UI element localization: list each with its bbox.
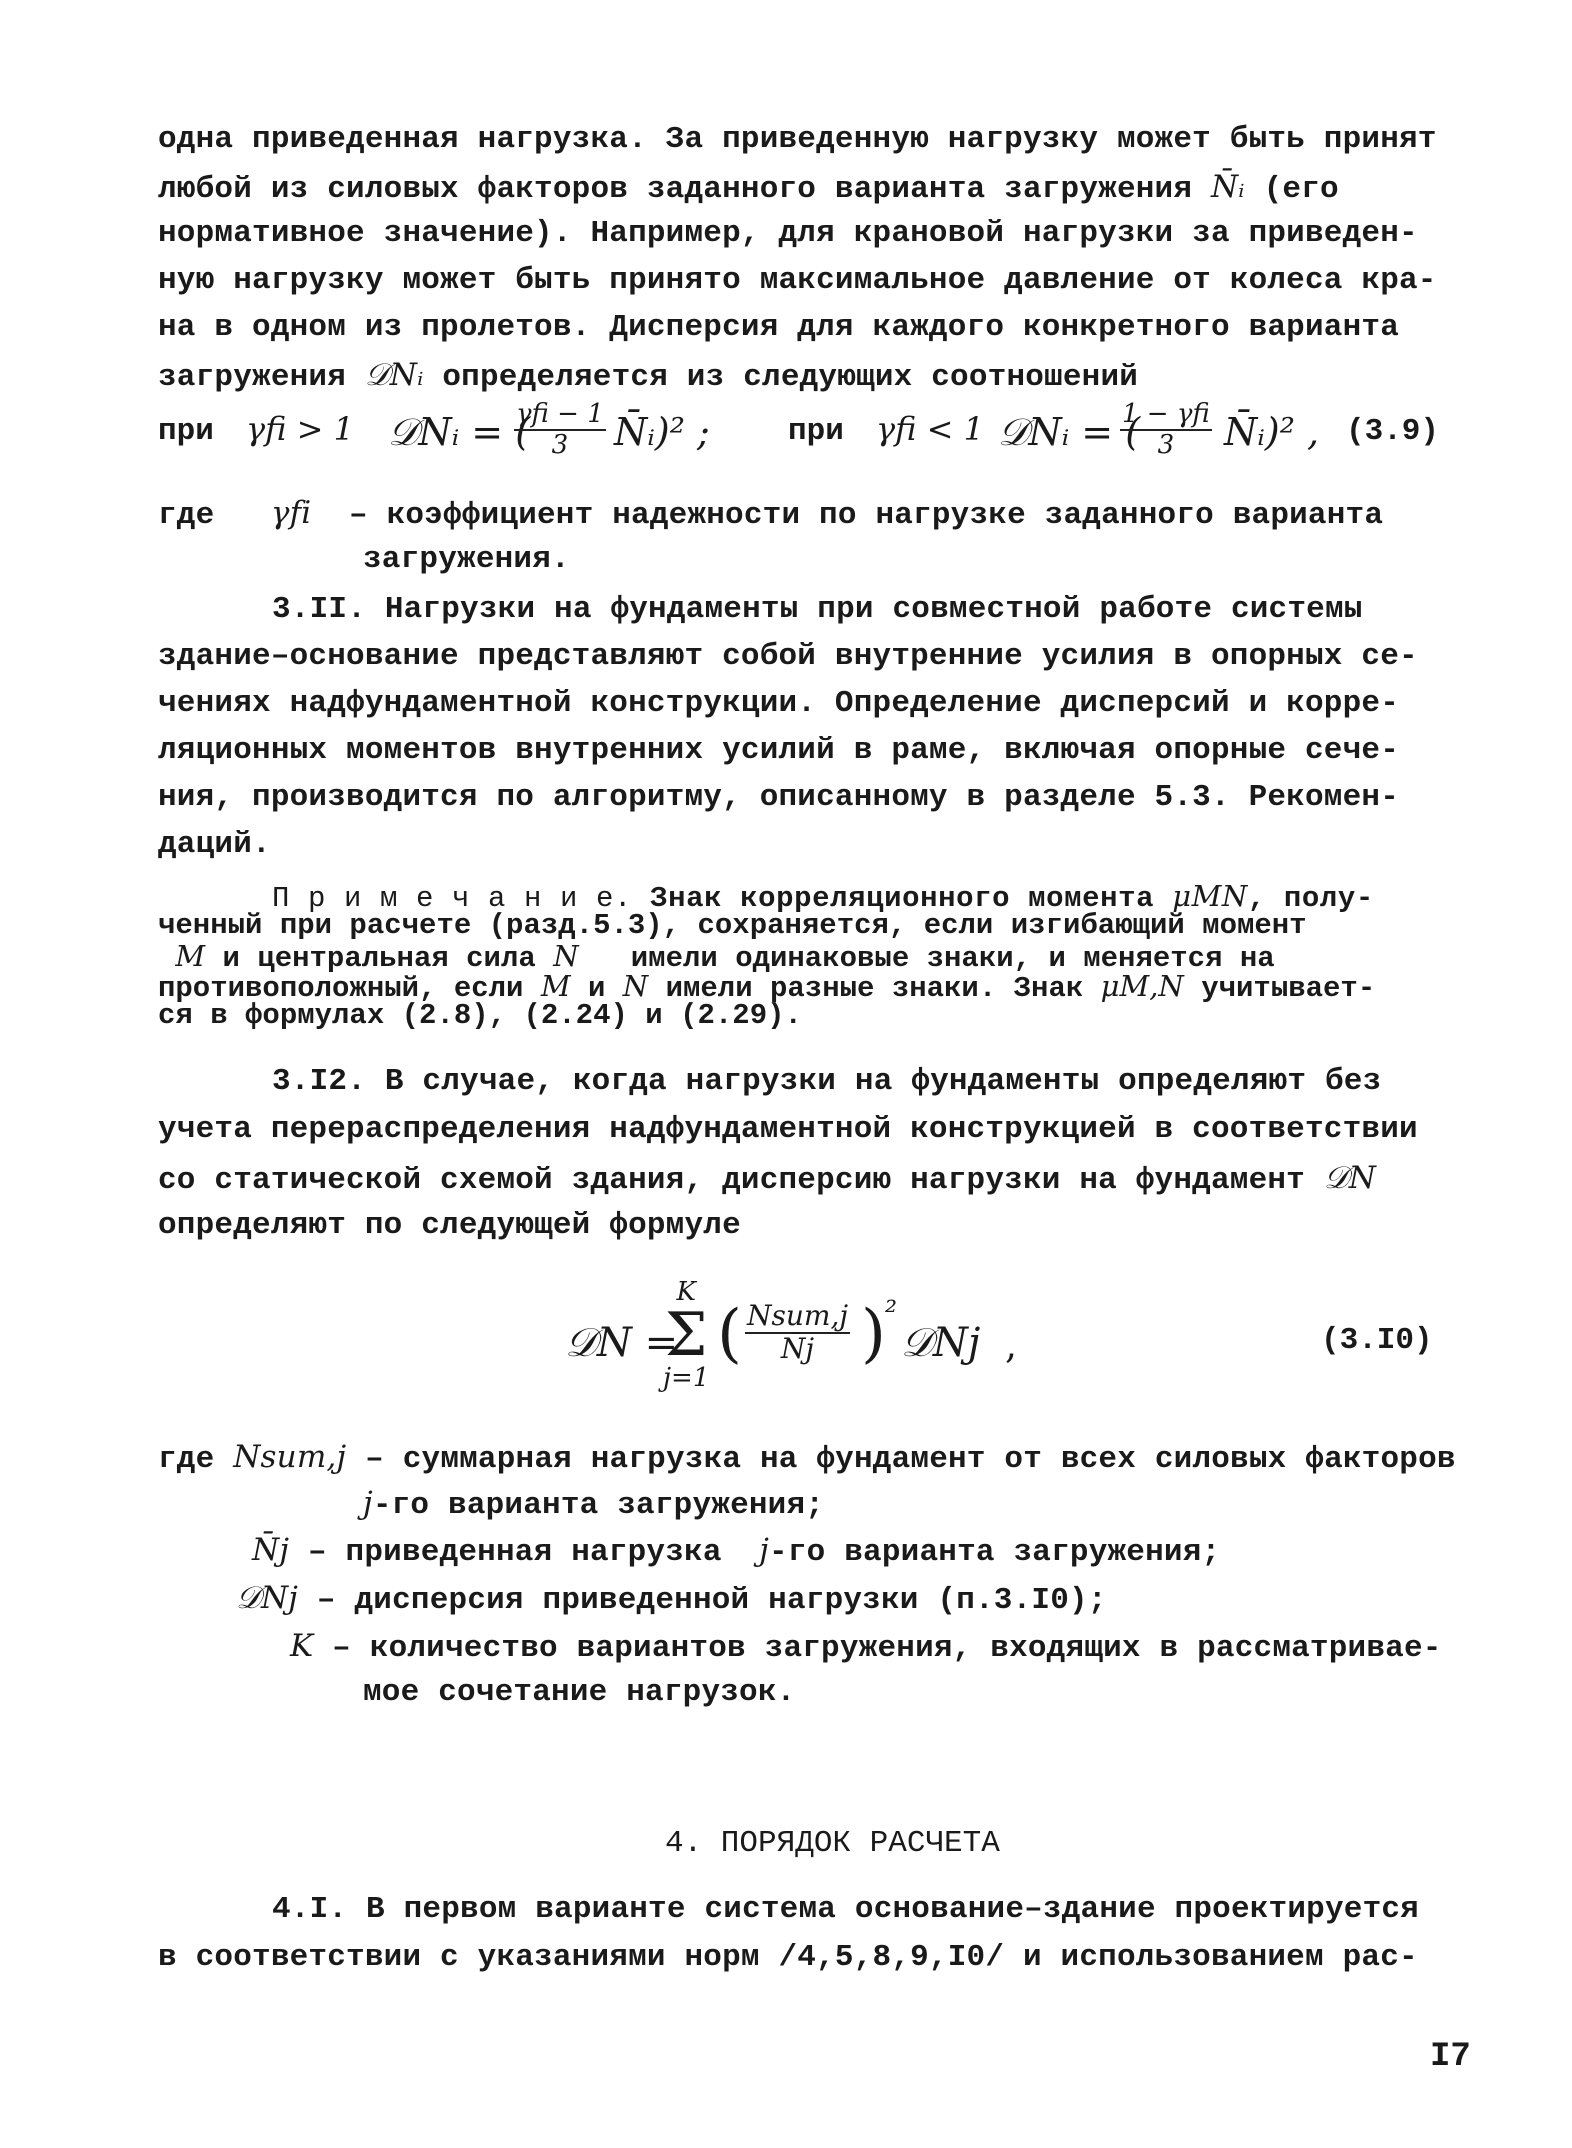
intro-line-5: на в одном из пролетов. Дисперсия для каждого конкретного варианта <box>158 310 1399 345</box>
note-line-1: П р и м е ч а н и е. Знак корреляционного момента μMN, полу- <box>272 879 1374 915</box>
where-3-9-line-1: где γfi – коэффициент надежности по нагрузке заданного варианта <box>158 495 1384 533</box>
fraction-3-9-a: γfi − 1 3 <box>516 399 604 460</box>
section-4-heading: 4. ПОРЯДОК РАСЧЕТА <box>665 1826 1000 1861</box>
para-3-11-line-3: чениях надфундаментной конструкции. Определение дисперсий и корре- <box>158 686 1399 721</box>
intro-line-2: любой из силовых факторов заданного варианта загружения N̄ᵢ (его <box>158 169 1339 207</box>
equation-number-3-10: (3.I0) <box>1321 1323 1433 1358</box>
symbol-n-bar-i: N̄ᵢ <box>1210 169 1245 205</box>
intro-line-6: загружения 𝒟Nᵢ определяется из следующих соотношений <box>158 357 1139 395</box>
fraction-3-9-b: 1 − γfi 3 <box>1122 399 1210 460</box>
para-3-11-line-6: даций. <box>158 827 271 862</box>
where-3-10-item-4-cont: мое сочетание нагрузок. <box>363 1675 796 1710</box>
intro-line-4: ную нагрузку может быть принято максимальное давление от колеса кра- <box>158 263 1437 298</box>
where-3-9-line-2: загружения. <box>363 542 570 577</box>
section-4-line-2: в соответствии с указаниями норм /4,5,8,9,I0/ и использованием рас- <box>158 1940 1418 1975</box>
note-line-2: ченный при расчете (разд.5.3), сохраняется, если изгибающий момент <box>158 909 1307 942</box>
para-3-12-line-2: учета перераспределения надфундаментной конструкцией в соответствии <box>158 1112 1418 1147</box>
para-3-12-line-4: определяют по следующей формуле <box>158 1208 741 1243</box>
note-line-3: M и центральная сила N имели одинаковые знаки, и меняется на <box>175 939 1275 975</box>
summation: K Σ j=1 <box>663 1277 710 1393</box>
section-4-line-1: 4.I. В первом варианте система основание–здание проектируется <box>272 1892 1419 1927</box>
fraction-3-10: Nsum,j N̄j <box>747 1299 849 1365</box>
para-3-11-line-4: ляционных моментов внутренних усилий в раме, включая опорные сече- <box>158 733 1399 768</box>
equation-number-3-9: (3.9) <box>1346 414 1440 449</box>
note-line-5: ся в формулах (2.8), (2.24) и (2.29). <box>158 999 802 1032</box>
where-3-10-item-2: N̄j – приведенная нагрузка j-го варианта загружения; <box>252 1532 1221 1570</box>
note-label: П р и м е ч а н и е. <box>272 882 633 915</box>
intro-line-3: нормативное значение). Например, для крановой нагрузки за приведен- <box>158 216 1418 251</box>
formula-3-10: 𝒟N = K Σ j=1 ( Nsum,j N̄j ) ² 𝒟Nj , (3.I0) <box>565 1277 1433 1393</box>
symbol-gamma-fi: γfi <box>270 495 312 531</box>
where-3-10-item-3: 𝒟Nj – дисперсия приведенной нагрузки (п.3.I0); <box>236 1580 1107 1618</box>
formula-3-9: при γfi > 1 𝒟Nᵢ = ( γfi − 1 3 N̄ᵢ)² ; при γfi < 1 𝒟Nᵢ = ( 1 − γfi 3 N̄ᵢ)² , (3.9) <box>158 399 1440 460</box>
where-3-10-item-1: где Nsum,j – суммарная нагрузка на фундамент от всех силовых факторов <box>158 1439 1456 1477</box>
para-3-11-line-1: 3.II. Нагрузки на фундаменты при совместной работе системы <box>272 592 1363 627</box>
para-3-11-line-5: ния, производится по алгоритму, описанному в разделе 5.3. Рекомен- <box>158 780 1399 815</box>
where-3-10-item-4: K – количество вариантов загружения, входящих в рассматривае- <box>290 1628 1442 1666</box>
intro-line-1: одна приведенная нагрузка. За приведенную нагрузку может быть принят <box>158 122 1437 157</box>
para-3-12-line-3: со статической схемой здания, дисперсию нагрузки на фундамент 𝒟N <box>158 1160 1377 1198</box>
para-3-11-line-2: здание–основание представляют собой внутренние усилия в опорных се- <box>158 639 1418 674</box>
symbol-d-ni: 𝒟Nᵢ <box>364 357 424 393</box>
symbol-d-n: 𝒟N <box>1323 1160 1377 1196</box>
note-line-4: противоположный, если M и N имели разные знаки. Знак μM,N учитывает- <box>158 969 1376 1005</box>
page-number: I7 <box>1430 2038 1471 2076</box>
where-3-10-item-1-cont: j-го варианта загружения; <box>363 1485 825 1523</box>
para-3-12-line-1: 3.I2. В случае, когда нагрузки на фундаменты определяют без <box>272 1064 1382 1099</box>
